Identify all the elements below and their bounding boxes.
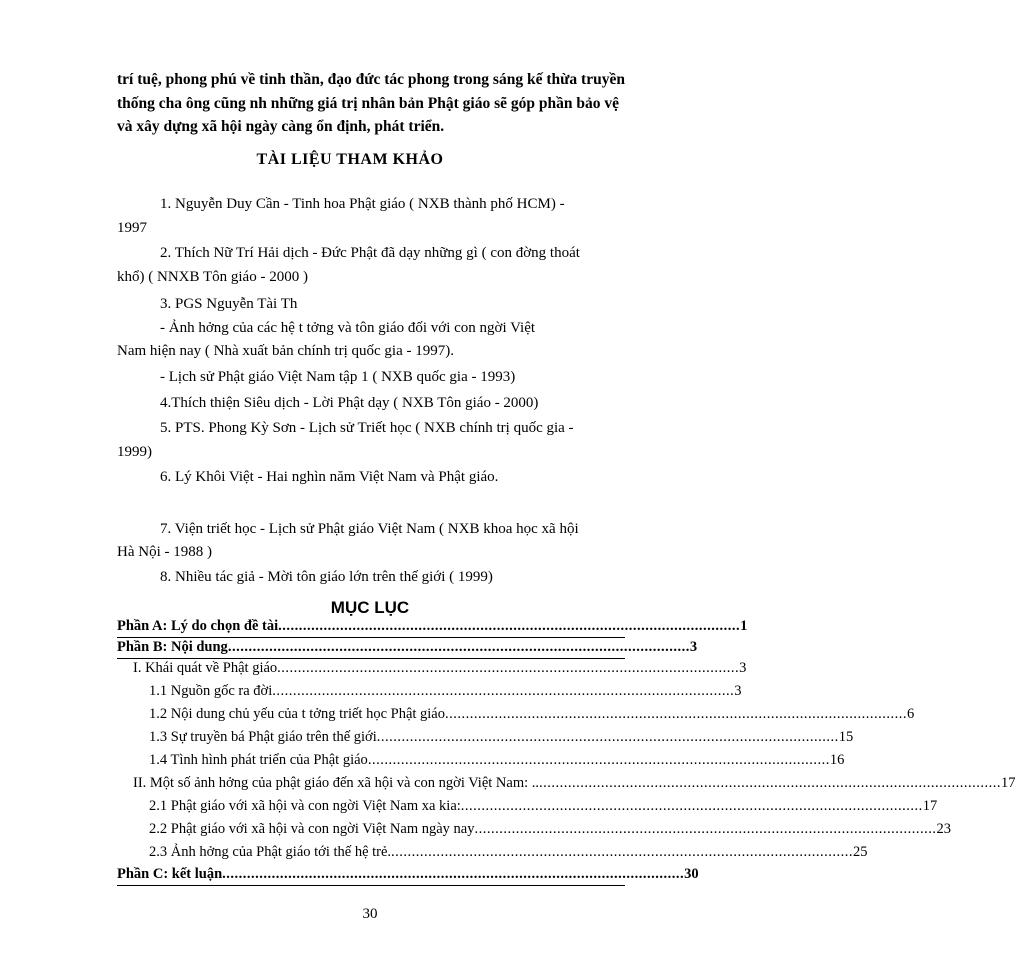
toc-entry[interactable] — [133, 775, 1016, 795]
leader-dots: ................................................................................................................ — [460, 798, 923, 814]
toc-entry-page: 17 — [922, 798, 938, 814]
intro-line-2: thống cha ông cũng nh những giá trị nhân bản Phật giáo sẽ góp phần bảo vệ — [117, 95, 620, 112]
leader-dots: ................................................................................................................ — [391, 844, 854, 860]
toc-divider — [117, 658, 625, 659]
toc-entry[interactable] — [149, 752, 845, 772]
toc-divider — [117, 637, 625, 638]
toc-entry-label: Phần C: kết luận — [117, 866, 223, 882]
leader-dots: ................................................................................................................ — [222, 866, 685, 882]
reference-5: 5. PTS. Phong Kỳ Sơn - Lịch sử Triết học ( NXB chính trị quốc gia - — [160, 420, 574, 436]
toc-entry-page: 3 — [689, 639, 698, 655]
reference-6: 6. Lý Khôi Việt - Hai nghìn năm Việt Nam và Phật giáo. — [160, 469, 499, 485]
toc-entry-label: 2.1 Phật giáo với xã hội và con ngời Việt Nam xa kia: — [149, 798, 461, 814]
reference-3-sub-1-cont: Nam hiện nay ( Nhà xuất bản chính trị quốc gia - 1997). — [117, 343, 454, 359]
toc-entry-label: Phần B: Nội dung — [117, 639, 228, 655]
toc-entry-label: 1.2 Nội dung chủ yếu của t tởng triết học Phật giáo — [149, 706, 445, 722]
leader-dots: ................................................................................................................ — [474, 821, 937, 837]
toc-entry-page: 15 — [838, 729, 854, 745]
toc-entry-page: 3 — [739, 660, 747, 676]
reference-3: 3. PGS Nguyễn Tài Th — [160, 296, 298, 312]
toc-entry-label: 1.1 Nguồn gốc ra đời — [149, 683, 273, 699]
reference-3-sub-1: - Ảnh hởng của các hệ t tởng và tôn giáo đối với con ngời Việt — [160, 320, 536, 336]
reference-3-sub-2: - Lịch sử Phật giáo Việt Nam tập 1 ( NXB quốc gia - 1993) — [160, 369, 516, 385]
reference-7: 7. Viện triết học - Lịch sử Phật giáo Việt Nam ( NXB khoa học xã hội — [160, 521, 579, 537]
reference-7-cont: Hà Nội - 1988 ) — [117, 544, 212, 560]
toc-entry[interactable] — [117, 639, 698, 659]
toc-entry-label: 2.3 Ảnh hởng của Phật giáo tới thế hệ trẻ. — [149, 844, 392, 860]
leader-dots: ................................................................................................................ — [445, 706, 907, 722]
toc-entry-page: 3 — [734, 683, 742, 699]
toc-entry-page: 17 — [1001, 775, 1016, 791]
toc-entry-page: 16 — [829, 752, 845, 768]
toc-entry-page: 6 — [907, 706, 915, 722]
toc-entry-label: I. Khái quát về Phật giáo — [133, 660, 278, 676]
reference-1: 1. Nguyễn Duy Cần - Tinh hoa Phật giáo ( NXB thành phố HCM) - — [160, 196, 565, 212]
toc-entry-page: 25 — [853, 844, 868, 860]
toc-entry-label: II. Một số ảnh hởng của phật giáo đến xã hội và con ngời Việt Nam: .. — [133, 775, 540, 791]
toc-entry-page: 1 — [740, 618, 748, 634]
toc-entry-label: 2.2 Phật giáo với xã hội và con ngời Việt Nam ngày nay — [149, 821, 475, 837]
reference-8: 8. Nhiều tác giả - Mời tôn giáo lớn trên thế giới ( 1999) — [160, 569, 493, 585]
intro-line-3: và xây dựng xã hội ngày càng ổn định, phát triển. — [117, 118, 445, 135]
leader-dots: ................................................................................................................ — [227, 639, 690, 655]
toc-entry-label: Phần A: Lý do chọn đề tài — [117, 618, 279, 634]
leader-dots: ................................................................................................................ — [278, 618, 741, 634]
toc-heading: MỤC LỤC — [330, 598, 410, 617]
intro-line-1: trí tuệ, phong phú về tinh thần, đạo đức tác phong trong sáng kế thừa truyền — [117, 71, 625, 88]
toc-entry[interactable] — [149, 798, 938, 818]
toc-entry[interactable] — [133, 660, 747, 680]
page-number: 30 — [362, 906, 378, 922]
reference-2-cont: khổ) ( NNXB Tôn giáo - 2000 ) — [117, 269, 308, 285]
leader-dots: ................................................................................................................ — [539, 775, 1002, 791]
leader-dots: ................................................................................................................ — [367, 752, 830, 768]
leader-dots: ................................................................................................................ — [376, 729, 839, 745]
references-heading: TÀI LIỆU THAM KHẢO — [256, 151, 444, 168]
reference-4: 4.Thích thiện Siêu dịch - Lời Phật dạy ( NXB Tôn giáo - 2000) — [160, 395, 539, 411]
toc-entry[interactable] — [117, 866, 699, 886]
toc-entry[interactable] — [117, 618, 748, 638]
reference-5-cont: 1999) — [117, 444, 152, 460]
reference-2: 2. Thích Nữ Trí Hải dịch - Đức Phật đã dạy những gì ( con đờng thoát — [160, 245, 580, 261]
toc-entry[interactable] — [149, 821, 951, 841]
toc-entry[interactable] — [149, 729, 854, 749]
leader-dots: ................................................................................................................ — [272, 683, 735, 699]
toc-entry-label: 1.4 Tình hình phát triển của Phật giáo — [149, 752, 368, 768]
toc-entry-page: 30 — [684, 866, 699, 882]
toc-divider — [117, 885, 625, 886]
toc-entry[interactable] — [149, 844, 868, 864]
toc-entry-label: 1.3 Sự truyền bá Phật giáo trên thế giới — [149, 729, 377, 745]
toc-entry-page: 23 — [936, 821, 951, 837]
toc-entry[interactable] — [149, 706, 915, 726]
leader-dots: ................................................................................................................ — [277, 660, 740, 676]
toc-entry[interactable] — [149, 683, 742, 703]
reference-1-cont: 1997 — [117, 220, 147, 236]
